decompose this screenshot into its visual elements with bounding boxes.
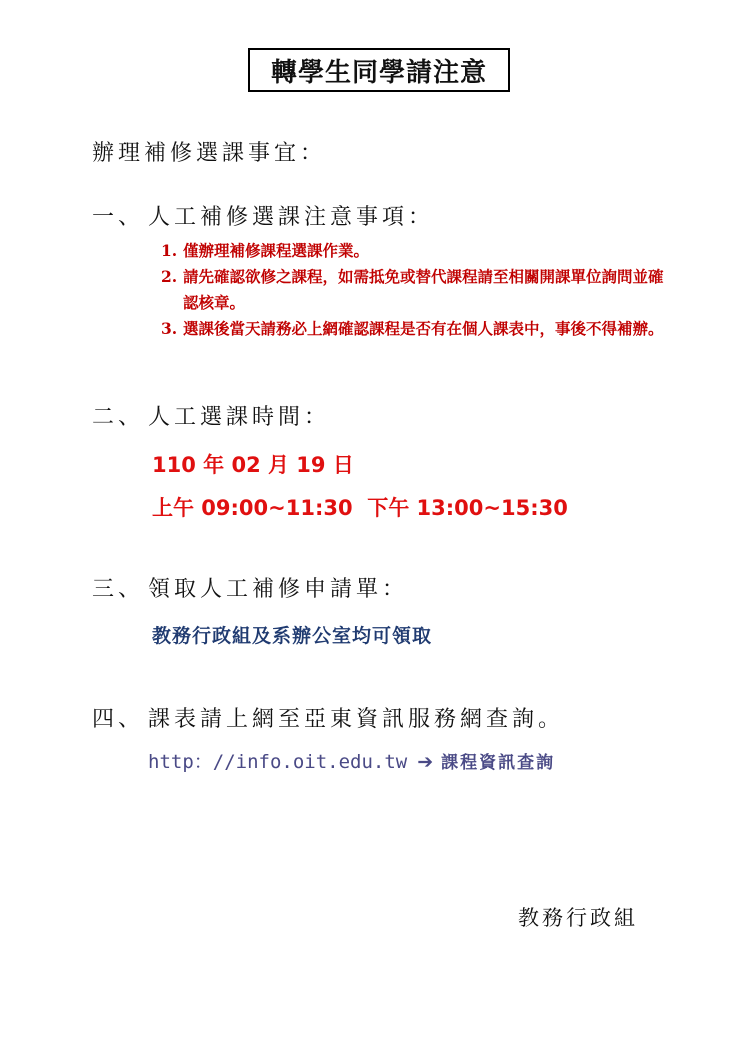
selection-date: 110 年 02 月 19 日 bbox=[152, 453, 354, 477]
rule-3-number: 3. bbox=[161, 319, 178, 338]
section-1-title: 人工補修選課注意事項： bbox=[148, 205, 435, 230]
rule-1-number: 1. bbox=[161, 241, 178, 260]
section-1-number: 一、 bbox=[92, 205, 145, 230]
rules-list bbox=[155, 238, 675, 342]
signature-office: 教務行政組 bbox=[518, 906, 638, 930]
rule-item-2 bbox=[155, 264, 675, 316]
selection-times: 上午 09:00~11:30 下午 13:00~15:30 bbox=[152, 496, 568, 520]
section-3-number: 三、 bbox=[92, 577, 145, 602]
rule-3-text: 選課後當天請務必上網確認課程是否有在個人課表中，事後不得補辦。 bbox=[183, 319, 664, 338]
application-form-location: 教務行政組及系辦公室均可領取 bbox=[152, 625, 433, 647]
course-info-query-link[interactable]: 課程資訊查詢 bbox=[441, 753, 556, 773]
section-4-title: 課表請上網至亞東資訊服務網查詢。 bbox=[148, 707, 565, 732]
rule-item-1 bbox=[155, 238, 675, 264]
section-3-heading bbox=[92, 572, 408, 603]
info-url-line bbox=[148, 747, 555, 774]
page-title-text: 轉學生同學請注意 bbox=[270, 57, 487, 88]
rule-1-text: 僅辦理補修課程選課作業。 bbox=[183, 241, 370, 260]
section-4-heading bbox=[92, 702, 564, 733]
section-3-title: 領取人工補修申請單： bbox=[148, 577, 409, 602]
info-url-link[interactable]: http：//info.oit.edu.tw bbox=[148, 751, 408, 773]
section-4-number: 四、 bbox=[92, 707, 145, 732]
intro-text: 辦理補修選課事宜： bbox=[92, 141, 327, 166]
section-2-number: 二、 bbox=[92, 405, 145, 430]
section-2-title: 人工選課時間： bbox=[148, 405, 331, 430]
section-2-heading bbox=[92, 400, 330, 431]
rule-2-number: 2. bbox=[161, 267, 178, 286]
rule-2-text: 請先確認欲修之課程，如需抵免或替代課程請至相關開課單位詢問並確認核章。 bbox=[183, 267, 664, 312]
page-title bbox=[248, 48, 510, 92]
section-1-heading bbox=[92, 200, 434, 231]
arrow-right-icon: ➔ bbox=[417, 751, 434, 773]
rule-item-3 bbox=[155, 316, 675, 342]
